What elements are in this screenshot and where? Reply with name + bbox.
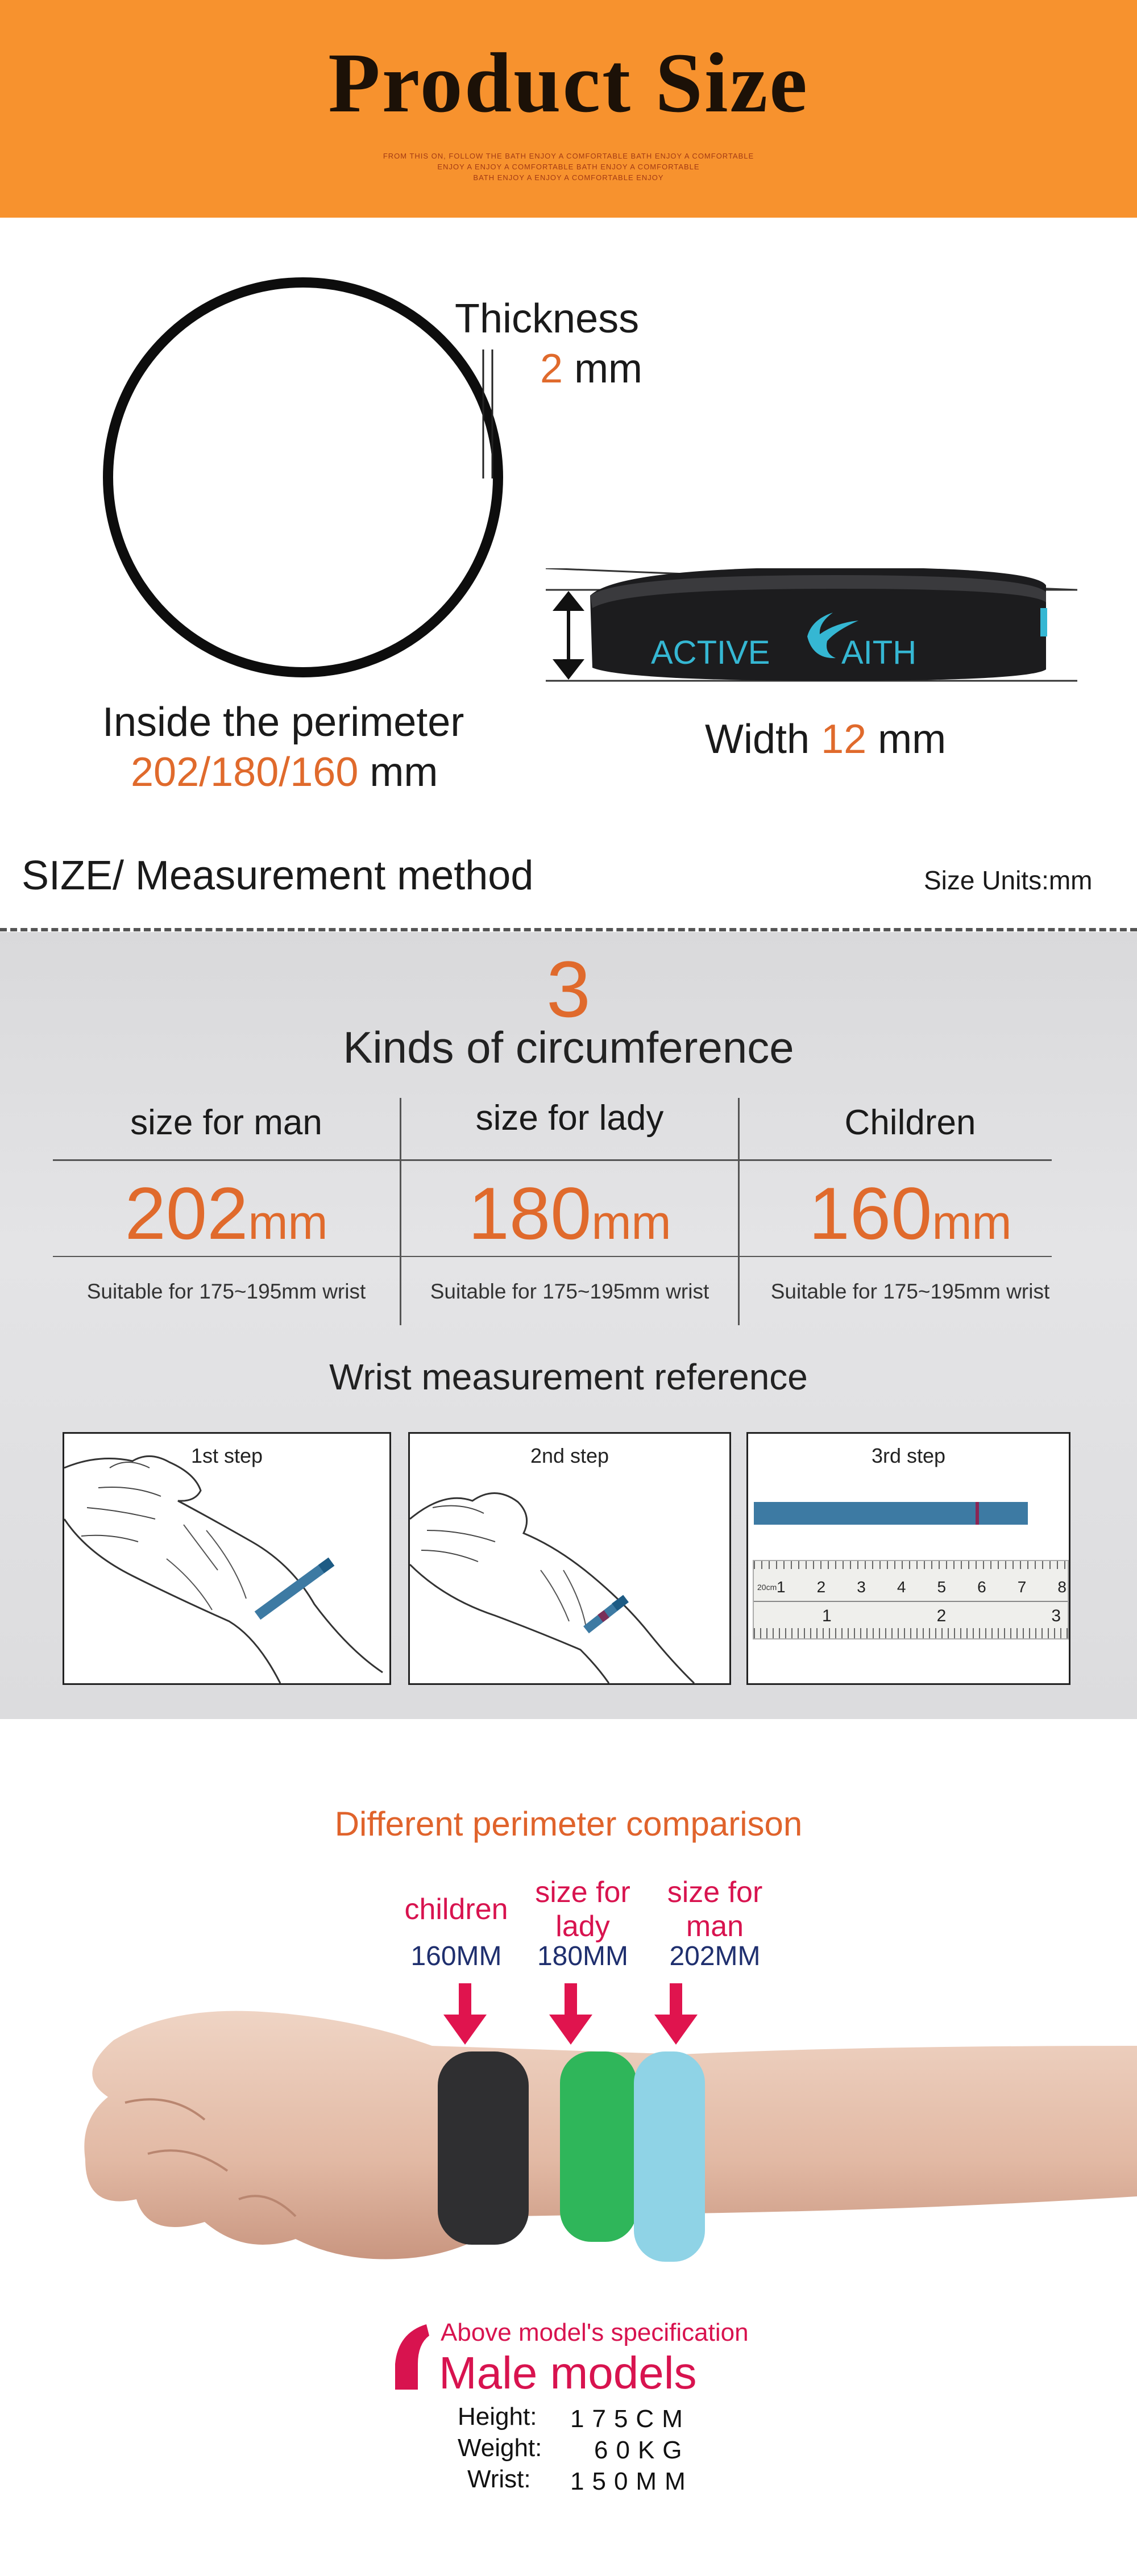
model-row-weight-value: 60KG bbox=[594, 2436, 690, 2464]
model-row-height-value: 175CM bbox=[570, 2405, 691, 2433]
circumference-value bbox=[53, 1172, 400, 1255]
column-header: size for man bbox=[130, 1103, 322, 1142]
column-header: size for lady bbox=[475, 1098, 664, 1138]
ruler-number: 5 bbox=[937, 1578, 947, 1596]
ruler-unit: 20cm bbox=[757, 1583, 777, 1592]
value-number: 202 bbox=[125, 1172, 248, 1255]
width-text bbox=[705, 716, 946, 763]
ruler-ticks bbox=[754, 1561, 1068, 1569]
step-card-3 bbox=[746, 1432, 1070, 1685]
value-unit: mm bbox=[248, 1196, 328, 1249]
hand-illustration bbox=[410, 1434, 729, 1683]
ruler-number: 1 bbox=[777, 1578, 786, 1596]
column-header: Children bbox=[844, 1103, 976, 1142]
band-size-lady: 180MM bbox=[537, 1941, 629, 1971]
measuring-strip bbox=[754, 1502, 1028, 1525]
thickness-label: Thickness bbox=[455, 296, 640, 342]
band-size-man: 202MM bbox=[669, 1941, 761, 1971]
step-card-2 bbox=[408, 1432, 731, 1685]
header-subtitle-line: BATH ENJOY A ENJOY A COMFORTABLE ENJOY bbox=[473, 173, 664, 182]
model-row-label: Wrist: bbox=[467, 2465, 531, 2493]
width-number: 12 bbox=[821, 717, 867, 762]
header-subtitle-line: FROM THIS ON, FOLLOW THE BATH ENJOY A COMFORTABLE BATH ENJOY A COMFORTABLE bbox=[383, 152, 754, 160]
value-unit: mm bbox=[932, 1196, 1012, 1249]
band-black bbox=[438, 2051, 529, 2245]
ruler-number: 7 bbox=[1017, 1578, 1027, 1596]
column-note: Suitable for 175~195mm wrist bbox=[430, 1280, 709, 1303]
band-blue bbox=[634, 2051, 705, 2262]
header-subtitle bbox=[341, 151, 796, 183]
section-divider bbox=[0, 928, 1137, 931]
ruler-number: 6 bbox=[977, 1578, 986, 1596]
ruler-number: 2 bbox=[816, 1578, 826, 1596]
column-note: Suitable for 175~195mm wrist bbox=[86, 1280, 366, 1303]
width-arrow-up bbox=[553, 591, 584, 611]
kinds-title: Kinds of circumference bbox=[343, 1022, 794, 1072]
ruler-ticks bbox=[754, 1628, 1068, 1638]
value-unit: mm bbox=[591, 1196, 671, 1249]
model-title: Male models bbox=[439, 2348, 697, 2398]
step-label: 2nd step bbox=[530, 1444, 609, 1467]
page-title: Product Size bbox=[328, 36, 809, 130]
band-logo-edge-mark bbox=[1040, 608, 1047, 636]
comparison-title: Different perimeter comparison bbox=[334, 1805, 803, 1843]
arm-photo bbox=[0, 1972, 1137, 2302]
band-label-lady bbox=[523, 1875, 642, 1944]
width-label: Width bbox=[705, 717, 810, 762]
band-logo-right: AITH bbox=[841, 634, 917, 671]
thickness-unit: mm bbox=[574, 346, 643, 392]
measuring-strip bbox=[258, 1562, 331, 1616]
model-row-wrist bbox=[467, 2465, 531, 2494]
perimeter-unit: mm bbox=[370, 750, 438, 795]
thickness-number: 2 bbox=[540, 346, 563, 392]
ruler-number: 3 bbox=[1051, 1607, 1061, 1625]
quote-icon bbox=[387, 2321, 432, 2395]
model-row-weight bbox=[458, 2434, 542, 2462]
step-label: 3rd step bbox=[871, 1444, 946, 1467]
header-subtitle-line: ENJOY A ENJOY A COMFORTABLE BATH ENJOY A COMFORTABLE bbox=[437, 163, 700, 171]
band-side-view bbox=[540, 568, 1109, 699]
band-label-man bbox=[654, 1875, 776, 1944]
step-card-1 bbox=[63, 1432, 391, 1685]
kinds-count: 3 bbox=[546, 944, 591, 1034]
band-green bbox=[560, 2051, 637, 2242]
perimeter-number: 202/180/160 bbox=[131, 750, 359, 795]
band-label-line: size for bbox=[667, 1876, 763, 1909]
table-line-top bbox=[53, 1159, 1052, 1161]
ruler bbox=[753, 1560, 1069, 1639]
ruler-number: 8 bbox=[1057, 1578, 1067, 1596]
value-number: 180 bbox=[468, 1172, 592, 1255]
ruler-numbers bbox=[777, 1578, 1067, 1596]
model-row-wrist-value: 150MM bbox=[570, 2467, 694, 2495]
table-line-mid bbox=[53, 1256, 1052, 1257]
size-units: Size Units:mm bbox=[924, 865, 1093, 895]
hand-illustration bbox=[64, 1434, 389, 1683]
perimeter-label: Inside the perimeter bbox=[102, 700, 464, 745]
column-note: Suitable for 175~195mm wrist bbox=[770, 1280, 1050, 1303]
ruler-numbers-lower bbox=[822, 1607, 1061, 1626]
band-size-children: 160MM bbox=[410, 1941, 502, 1971]
circumference-value bbox=[740, 1172, 1081, 1255]
ruler-number: 4 bbox=[897, 1578, 906, 1596]
ruler-number: 2 bbox=[936, 1607, 947, 1625]
band-label-line: size for bbox=[535, 1876, 630, 1909]
measurement-method-title: SIZE/ Measurement method bbox=[22, 853, 534, 898]
width-arrow-down bbox=[553, 659, 584, 680]
band-label-line: man bbox=[686, 1910, 744, 1943]
circumference-value bbox=[401, 1172, 738, 1255]
band-logo-left: ACTIVE bbox=[651, 634, 770, 671]
ruler-number: 3 bbox=[857, 1578, 866, 1596]
model-row-height bbox=[458, 2403, 537, 2431]
model-row-label: Weight: bbox=[458, 2434, 542, 2462]
ruler-number: 1 bbox=[822, 1607, 832, 1625]
value-number: 160 bbox=[808, 1172, 932, 1255]
band-label-children: children bbox=[404, 1893, 508, 1926]
thickness-value bbox=[540, 346, 642, 392]
model-row-label: Height: bbox=[458, 2403, 537, 2431]
model-spec-label: Above model's specification bbox=[441, 2319, 749, 2346]
perimeter-value bbox=[131, 749, 438, 796]
width-unit: mm bbox=[878, 717, 947, 762]
band-label-line: lady bbox=[555, 1910, 610, 1943]
wrist-reference-title: Wrist measurement reference bbox=[329, 1356, 808, 1397]
strip-mark bbox=[976, 1502, 979, 1525]
ring-outline bbox=[108, 282, 498, 672]
step-label: 1st step bbox=[190, 1444, 263, 1467]
